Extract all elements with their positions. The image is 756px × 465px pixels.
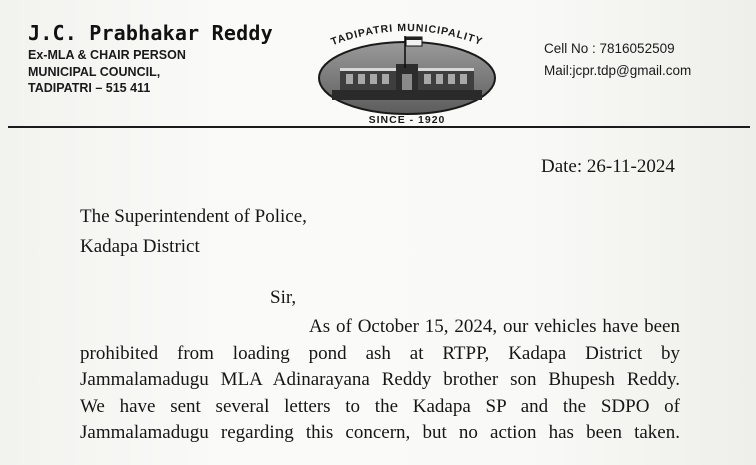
contact-cell: Cell No : 7816052509 [544,41,675,56]
salutation: Sir, [270,287,297,308]
paragraph-line: Jammalamadugu MLA Adinarayana Reddy brother son Bhupesh Reddy. [80,369,680,390]
letterhead-divider [8,126,750,128]
municipality-seal [312,12,502,130]
sender-designation: Ex-MLA & CHAIR PERSON [28,48,186,62]
paragraph-line: prohibited from loading pond ash at RTPP, Kadapa District by [80,342,680,364]
seal-since: SINCE - 1920 [368,114,446,126]
addressee [80,202,307,262]
paragraph-line: Jammalamadugu regarding this concern, but no action has been taken. [80,422,680,443]
sender-address: TADIPATRI – 515 411 [28,81,151,95]
contact-mail: Mail:jcpr.tdp@gmail.com [544,63,692,78]
letter-date: Date: 26-11-2024 [541,156,675,177]
paragraph-line: As of October 15, 2024, our vehicles have been [309,316,680,337]
letter-paragraph [80,314,680,447]
paragraph-line: We have sent several letters to the Kadapa SP and the SDPO of [80,395,680,417]
letterhead-sender [28,20,308,97]
addressee-line: The Superintendent of Police, [80,206,307,227]
letterhead-contact [544,38,744,82]
sender-name: J.C. Prabhakar Reddy [28,21,273,45]
seal-title: TADIPATRI MUNICIPALITY [329,21,485,49]
building-icon [332,64,482,100]
addressee-line: Kadapa District [80,236,200,257]
sender-council: MUNICIPAL COUNCIL, [28,64,161,79]
